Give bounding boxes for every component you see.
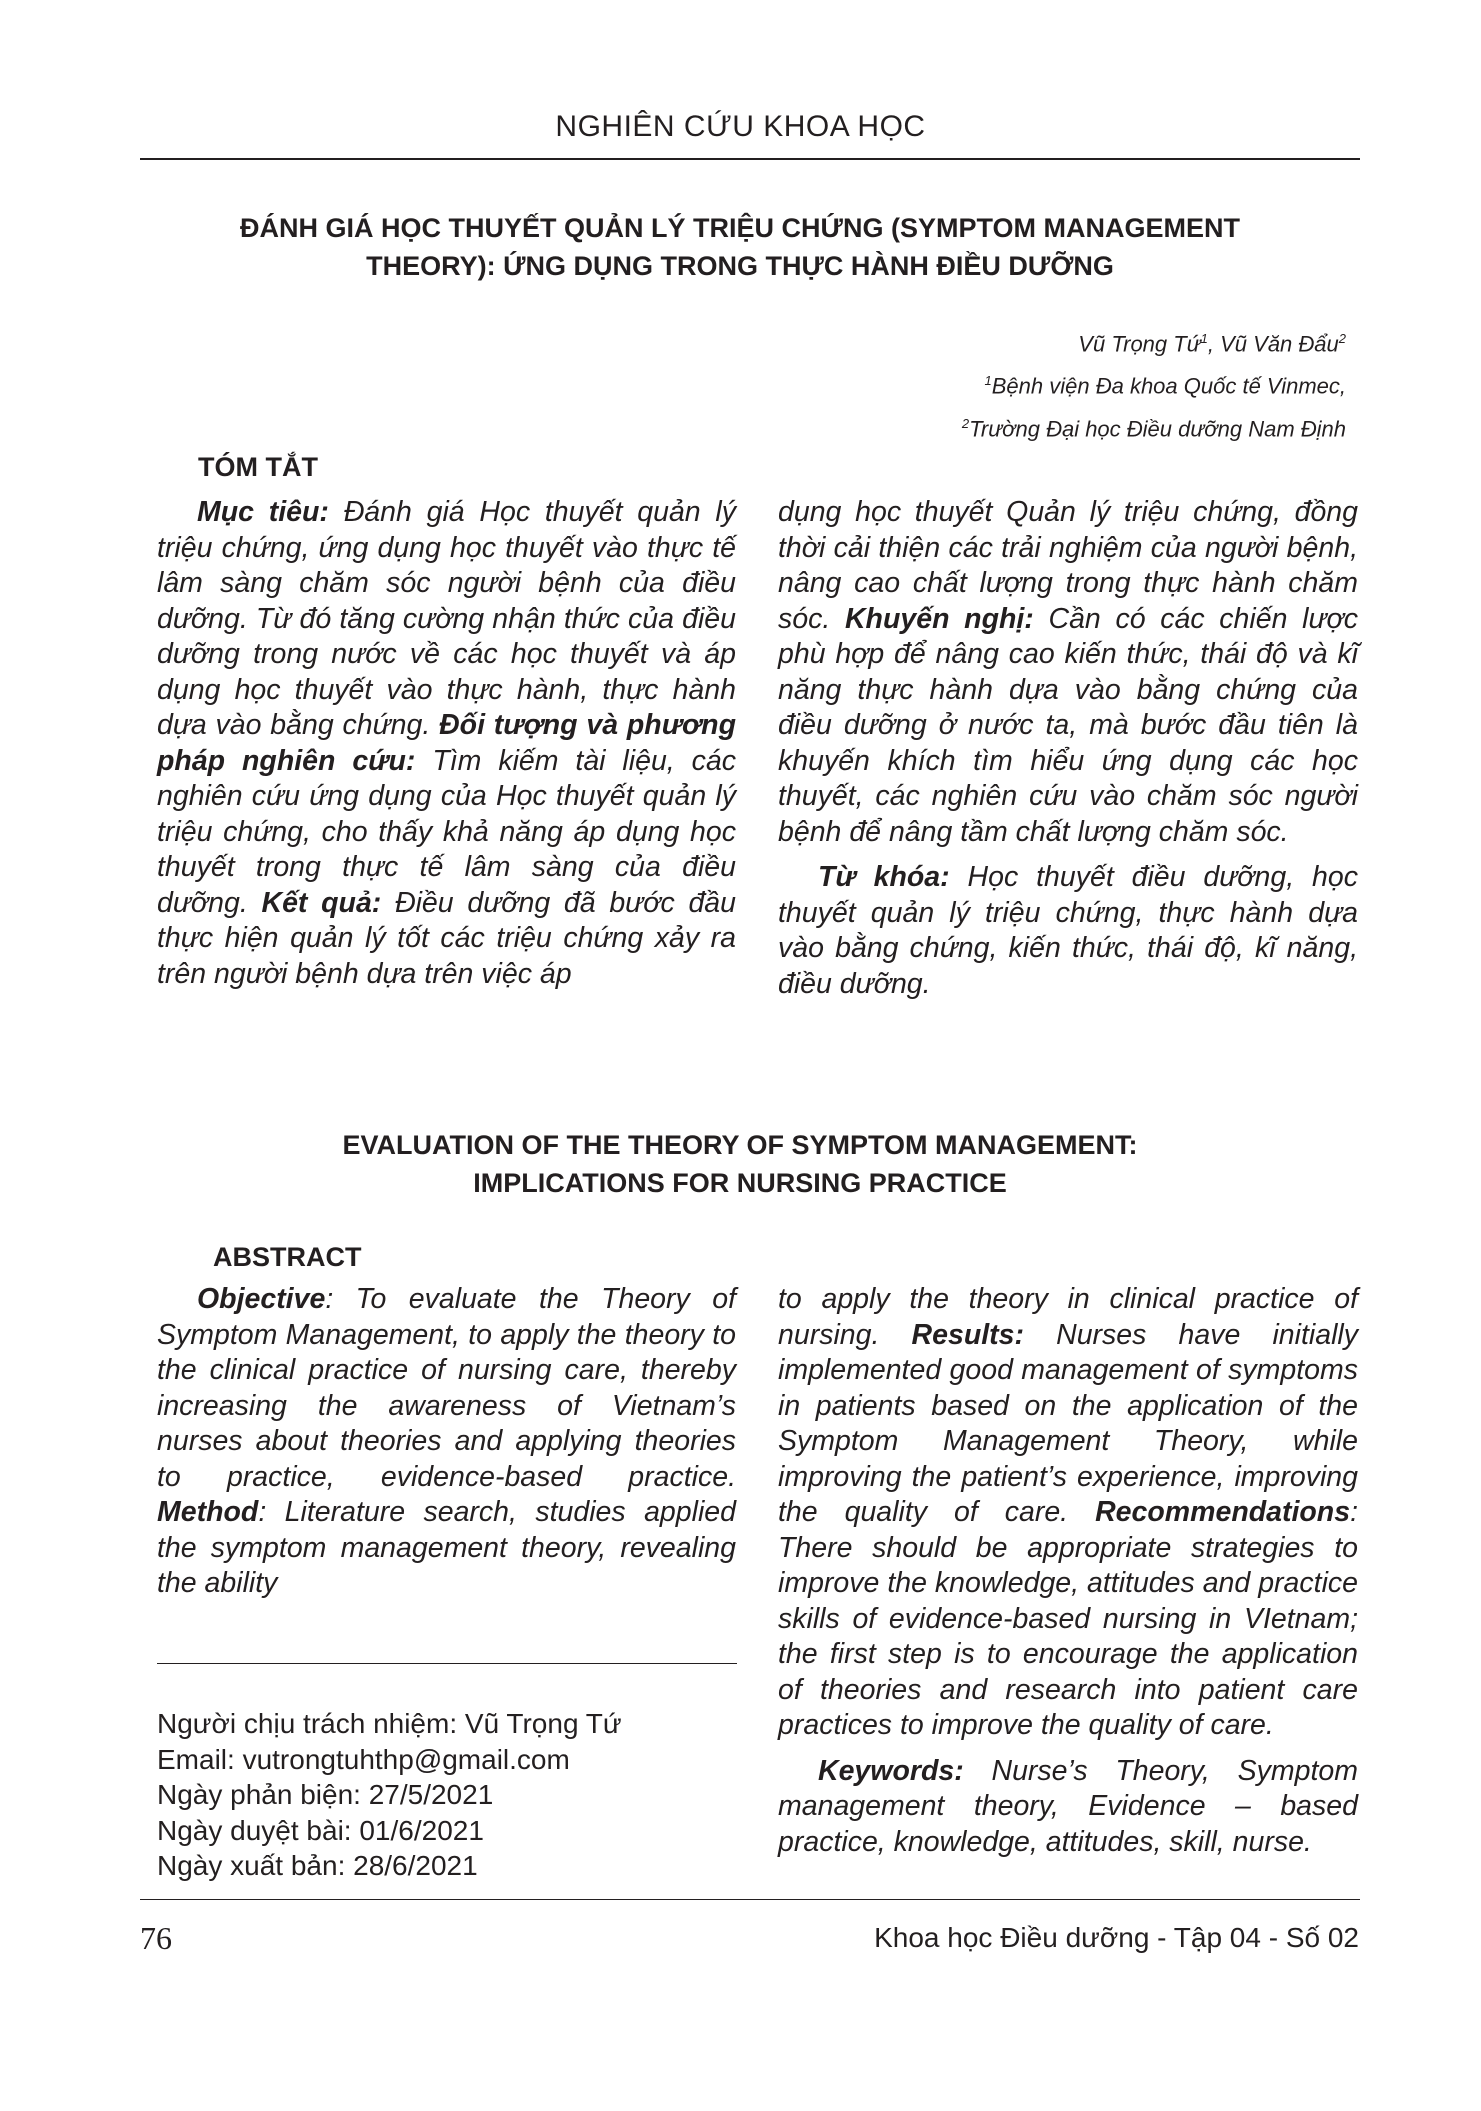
author-1: Vũ Trọng Tứ <box>1078 331 1201 357</box>
en-abstract-paragraph: Objective: To evaluate the Theory of Symptom Management, to apply the theory to the clinical practice of nursing care, thereby increasing the awareness of Vietnam’s nurses about theories and applying theories to practice, evidence-based practice. Method: Literature search, studies applied the symptom management theory, revealing the ability <box>157 1283 736 1599</box>
vn-keywords-label: Từ khóa: <box>818 861 950 893</box>
author-1-sup: 1 <box>1200 331 1208 346</box>
journal-name: Khoa học Điều dưỡng - Tập 04 - Số 02 <box>874 1922 1359 1953</box>
vn-abstract-continued: dụng học thuyết Quản lý triệu chứng, đồng thời cải thiện các trải nghiệm của người bệnh, nâng cao chất lượng trong thực hành chăm sóc. Khuyến nghị: Cần có các chiến lược phù hợp để nâng cao kiến thức, thái độ và kĩ năng thực hành dựa vào bằng chứng của điều dưỡng ở nước ta, mà bước đầu tiên là khuyến khích tìm hiểu ứng dụng các học thuyết, các nghiên cứu vào chăm sóc người bệnh để nâng tầm chất lượng chăm sóc. <box>778 496 1358 848</box>
en-article-title <box>140 1126 1340 1202</box>
en-method-label: Method <box>157 1496 259 1528</box>
vn-recommend-label: Khuyến nghị: <box>844 602 1034 635</box>
vn-abstract-paragraph: Mục tiêu: Đánh giá Học thuyết quản lý triệu chứng, ứng dụng học thuyết vào thực tế lâm sàng chăm sóc người bệnh của điều dưỡng. Từ đó tăng cường nhận thức của điều dưỡng trong nước về các học thuyết và áp dụng học thuyết vào thực hành, thực hành dựa vào bằng chứng. Đối tượng và phương pháp nghiên cứu: Tìm kiếm tài liệu, các nghiên cứu ứng dụng của Học thuyết quản lý triệu chứng, cho thấy khả năng áp dụng học thuyết trong thực tế lâm sàng của điều dưỡng. Kết quả: Điều dưỡng đã bước đầu thực hiện quản lý tốt các triệu chứng xảy ra trên người bệnh dựa trên việc áp <box>157 496 737 990</box>
vn-article-title <box>140 209 1340 285</box>
en-keywords-label: Keywords: <box>818 1754 964 1787</box>
author-block <box>962 320 1346 447</box>
author-line <box>962 320 1346 362</box>
en-abstract-heading: ABSTRACT <box>213 1242 362 1272</box>
header-rule <box>140 158 1360 160</box>
responsible-person: Người chịu trách nhiệm: Vũ Trọng Tứ <box>157 1708 622 1739</box>
email: Email: vutrongtuhthp@gmail.com <box>157 1743 570 1775</box>
footer-rule <box>140 1899 1360 1900</box>
vn-abstract-left-column <box>157 495 736 992</box>
affiliation-1: $^1$Bệnh viện Đa khoa Quốc tế Vinmec, <box>984 373 1346 399</box>
vn-abstract-right-column <box>778 495 1358 1002</box>
vn-title-line-2: THEORY): ỨNG DỤNG TRONG THỰC HÀNH ĐIỀU DƯỠNG <box>366 251 1114 281</box>
page-number: 76 <box>140 1920 172 1956</box>
author-2-sup: 2 <box>1338 331 1346 346</box>
en-abstract-right-column <box>778 1282 1358 1860</box>
en-results-label: Results: <box>911 1318 1024 1351</box>
en-objective-label: Objective <box>197 1283 326 1315</box>
en-abstract-continued: to apply the theory in clinical practice of nursing. Results: Nurses have initially implemented good management of symptoms in patients based on the application of the Symptom Management Theory, while improving the patient’s experience, improving the quality of care. Recommendations: There should be appropriate strategies to improve the knowledge, attitudes and practice skills of evidence-based nursing in VIetnam; the first step is to encourage the application of theories and research into patient care practices to improve the quality of care. <box>778 1283 1358 1741</box>
en-title-line-2: IMPLICATIONS FOR NURSING PRACTICE <box>473 1168 1007 1198</box>
vn-method-label: Đối tượng và phương pháp nghiên cứu: <box>157 709 736 777</box>
review-date: Ngày phản biện: 27/5/2021 <box>157 1779 494 1810</box>
footnote-rule <box>157 1663 737 1664</box>
author-separator: , <box>1207 331 1221 357</box>
vn-objective-label: Mục tiêu: <box>197 496 329 528</box>
en-title-line-1: EVALUATION OF THE THEORY OF SYMPTOM MANAGEMENT: <box>342 1130 1138 1160</box>
running-header: NGHIÊN CỨU KHOA HỌC <box>555 110 926 143</box>
en-keywords: Keywords: Nurse’s Theory, Symptom management theory, Evidence – based practice, knowledge, attitudes, skill, nurse. <box>778 1754 1358 1858</box>
affiliation-2: $^2$Trường Đại học Điều dưỡng Nam Định <box>961 415 1346 441</box>
en-abstract-left-column <box>157 1282 736 1602</box>
approval-date: Ngày duyệt bài: 01/6/2021 <box>157 1814 484 1846</box>
author-2: Vũ Văn Đẩu <box>1220 331 1339 357</box>
correspondence-block <box>157 1706 622 1884</box>
vn-results-label: Kết quả: <box>261 886 382 919</box>
vn-keywords: Từ khóa: Học thuyết điều dưỡng, học thuyết quản lý triệu chứng, thực hành dựa vào bằng chứng, kiến thức, thái độ, kĩ năng, điều dưỡng. <box>778 861 1358 1000</box>
publish-date: Ngày xuất bản: 28/6/2021 <box>157 1850 478 1881</box>
en-recommend-label: Recommendations <box>1095 1496 1351 1528</box>
vn-abstract-heading: TÓM TẮT <box>198 452 318 482</box>
vn-title-line-1: ĐÁNH GIÁ HỌC THUYẾT QUẢN LÝ TRIỆU CHỨNG (SYMPTOM MANAGEMENT <box>240 213 1240 243</box>
